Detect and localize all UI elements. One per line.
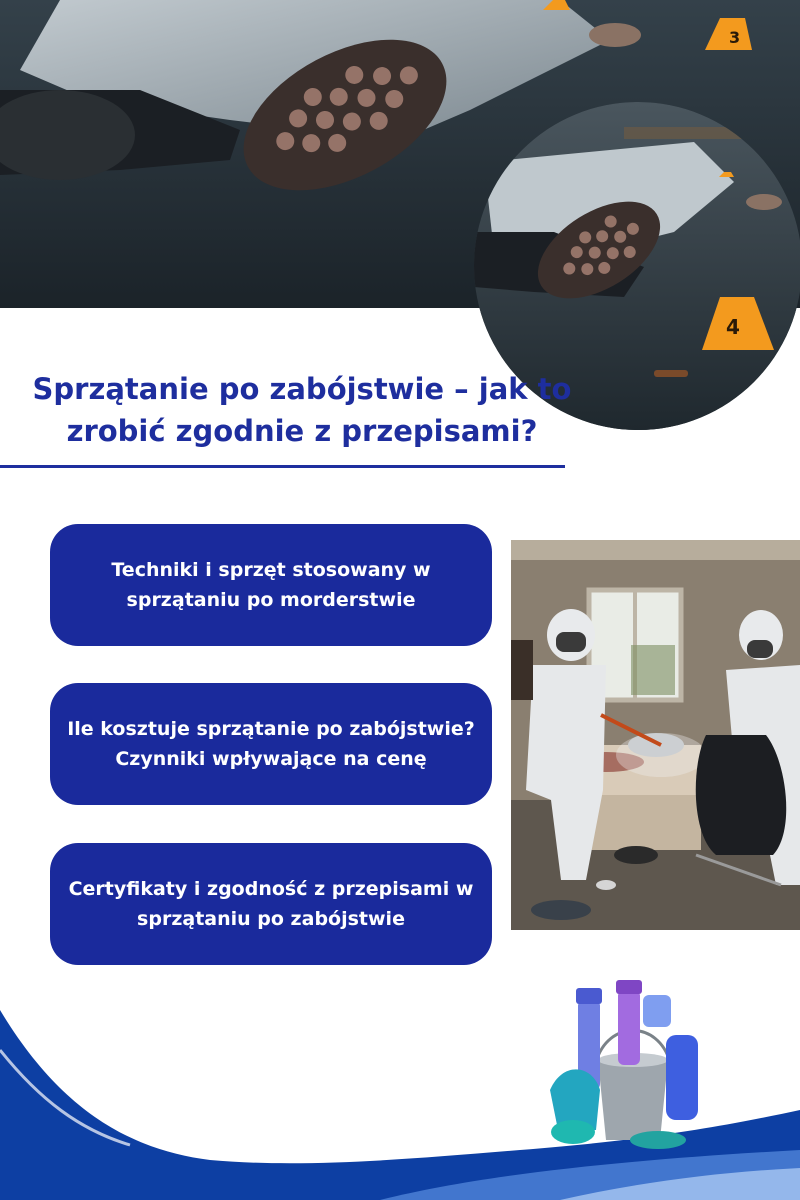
topic-card-label: Techniki i sprzęt stosowany w sprzątaniu po morderstwie — [111, 559, 431, 611]
topic-card-label: Ile kosztuje sprzątanie po zabójstwie? Czynniki wpływające na cenę — [67, 718, 475, 770]
svg-text:4: 4 — [726, 315, 740, 339]
cleaning-crew-photo — [511, 540, 800, 930]
cleaning-supplies-icon — [548, 980, 708, 1150]
topic-card-techniques[interactable] — [50, 524, 492, 646]
svg-text:3: 3 — [729, 28, 741, 47]
topic-card-cost[interactable] — [50, 683, 492, 805]
topic-card-certificates[interactable] — [50, 843, 492, 965]
title-divider — [0, 465, 565, 468]
page-title: Sprzątanie po zabójstwie – jak to zrobić zgodnie z przepisami? — [32, 372, 572, 448]
room-photo-art — [511, 540, 800, 930]
bullet-casing — [654, 370, 688, 377]
topic-card-label: Certyfikaty i zgodność z przepisami w sprzątaniu po zabójstwie — [68, 878, 474, 930]
